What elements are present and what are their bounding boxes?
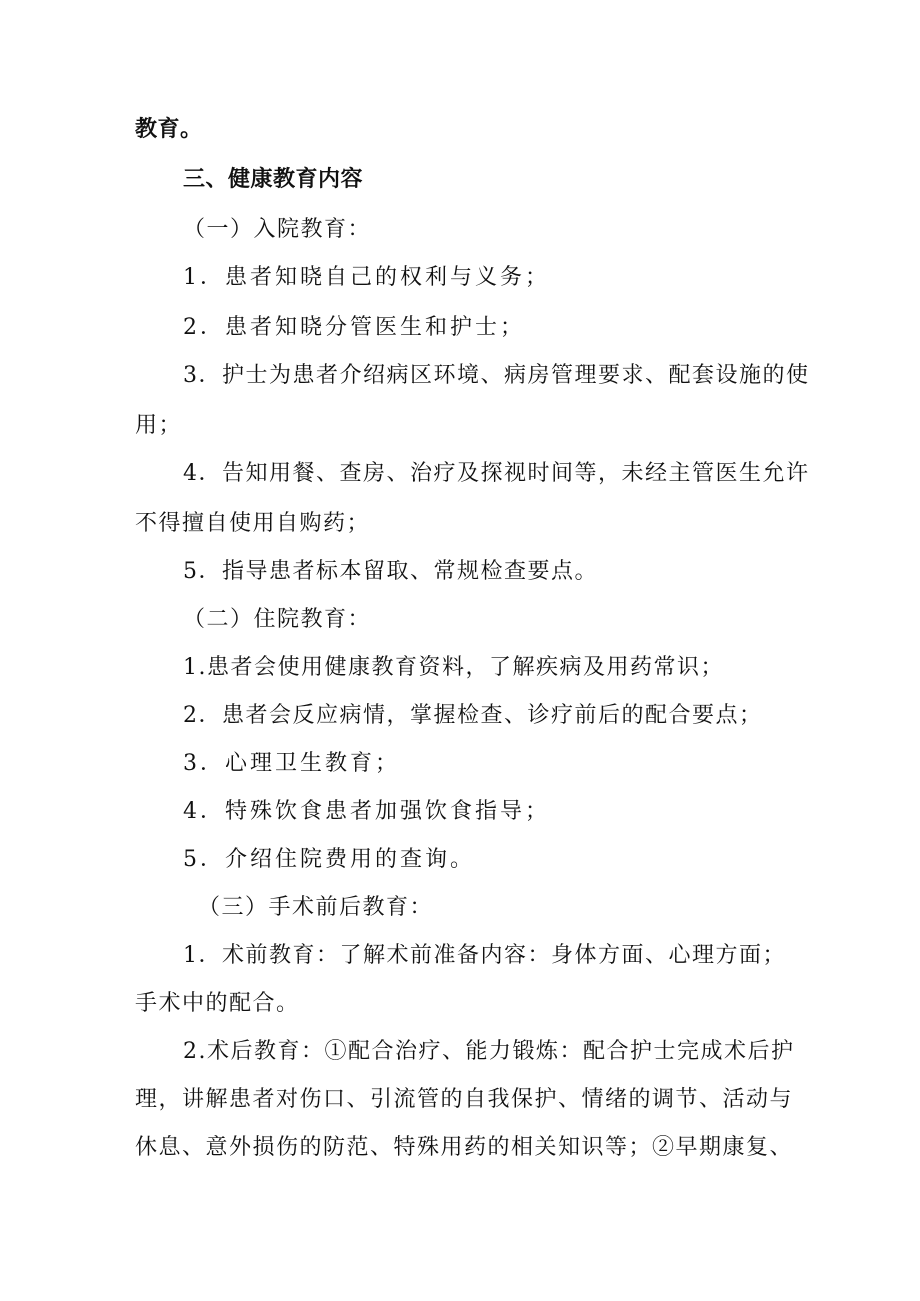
list-item: 4．特殊饮食患者加强饮食指导； [183, 799, 550, 824]
section-heading: 三、健康教育内容 [183, 167, 364, 192]
list-item: 1.患者会使用健康教育资料，了解疾病及用药常识； [183, 655, 724, 680]
subsection-heading-inpatient: （二）住院教育： [183, 607, 372, 632]
subsection-heading-surgery: （三）手术前后教育： [198, 895, 434, 920]
list-item-continuation: 用； [135, 413, 183, 438]
list-item-continuation: 理，讲解患者对伤口、引流管的自我保护、情绪的调节、活动与 [135, 1087, 794, 1112]
list-item-continuation: 休息、意外损伤的防范、特殊用药的相关知识等；②早期康复、 [135, 1135, 794, 1160]
list-item-continuation: 手术中的配合。 [135, 991, 300, 1016]
list-item: 2.术后教育：①配合治疗、能力锻炼：配合护士完成术后护 [183, 1039, 795, 1064]
list-item-continuation: 不得擅自使用自购药； [135, 511, 371, 536]
list-item: 1．患者知晓自己的权利与义务； [183, 265, 550, 290]
text-line-continuation: 教育。 [135, 117, 203, 142]
list-item: 2．患者知晓分管医生和护士； [183, 315, 525, 340]
list-item: 3．护士为患者介绍病区环境、病房管理要求、配套设施的使 [183, 363, 810, 388]
list-item: 5．指导患者标本留取、常规检查要点。 [183, 559, 598, 584]
list-item: 2．患者会反应病情，掌握检查、诊疗前后的配合要点； [183, 703, 763, 728]
subsection-heading-admission: （一）入院教育： [183, 217, 372, 242]
list-item: 5．介绍住院费用的查询。 [183, 847, 475, 872]
list-item: 4．告知用餐、查房、治疗及探视时间等，未经主管医生允许 [183, 461, 810, 486]
list-item: 3．心理卫生教育； [183, 751, 400, 776]
list-item: 1．术前教育：了解术前准备内容：身体方面、心理方面； [183, 943, 786, 968]
